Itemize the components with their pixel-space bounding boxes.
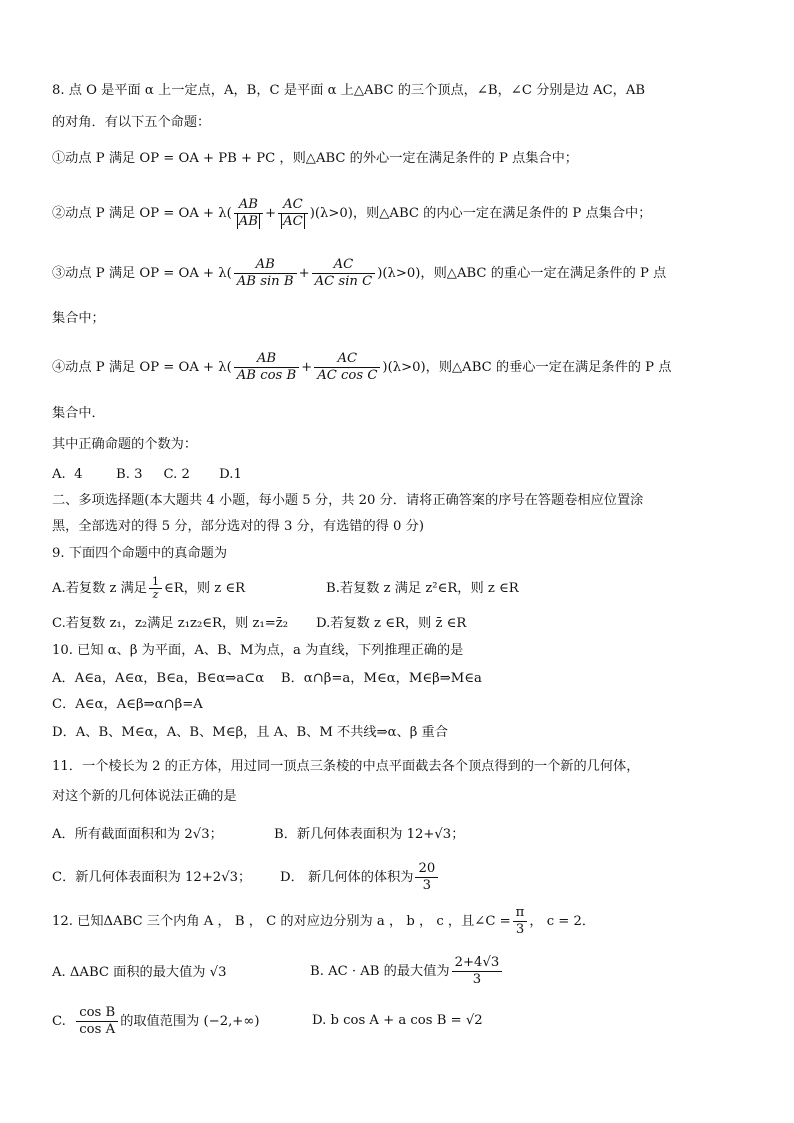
q9-a-prefix: A.若复数 z 满足 [52,581,147,596]
q8-s4-num-ab: AB [256,351,277,366]
q8-s4-prefix: ④动点 P 满足 OP = OA + λ( [52,360,232,375]
q8-statement-3-cont: 集合中； [52,311,105,326]
q9-option-c: C.若复数 z₁，z₂满足 z₁z₂∈R，则 z₁=z̄₂ [52,616,289,631]
q12-b-fraction [452,955,503,988]
q10-option-c: C．A∈α，A∈β⇒α∩β=A [52,697,203,712]
q8-s3-den-ab: AB sin B [234,273,297,290]
q12-option-b [310,952,504,992]
section2-instructions-line1: 二、多项选择题(本大题共 4 小题，每小题 5 分，共 20 分．请将正确答案的序号在答题卷相应位置涂 [52,493,644,508]
q11-option-d [280,858,440,898]
q10-stem: 10. 已知 α、β 为平面，A、B、M为点，a 为直线，下列推理正确的是 [52,643,464,658]
q9-a-den: z [149,588,162,601]
q8-intro-line2: 的对角．有以下五个命题： [52,115,211,130]
q9-option-a [52,572,245,606]
q11-stem-line2: 对这个新的几何体说法正确的是 [52,789,237,804]
q12-stem-num: π [515,905,525,920]
q8-statement-3: ③动点 P 满足 OP = OA + λ( $\frac{AB}{\text{AB sin B}}$ + $\frac{AC}{\text{AC sin C}}$ )(λ>0)，则△ABC 的重心一定在满足条件的 P 点 [52,257,667,289]
q12-c-suffix: 的取值范围为 (−2,+∞) [120,1014,260,1029]
q8-s2-suffix: )(λ>0)，则△ABC 的内心一定在满足条件的 P 点集合中； [309,206,652,221]
q11-d-fraction [415,861,438,894]
q8-intro-line1: 8. 点 O 是平面 α 上一定点，A，B，C 是平面 α 上△ABC 的三个顶点，∠B，∠C 分别是边 AC，AB [52,83,646,98]
q8-s4-num-ac: AC [337,351,358,366]
q9-a-num: 1 [151,575,159,588]
q10-option-d: D．A、B、M∈α，A、B、M∈β，且 A、B、M 不共线⇒α、β 重合 [52,725,448,740]
q12-c-fraction [76,1005,118,1038]
q8-s2-den-ab: AB [238,214,258,229]
q12-c-den: cos A [76,1021,118,1038]
q11-option-a: A．所有截面面积和为 2√3； [52,827,223,842]
q8-s4-fraction-ac [314,351,380,384]
q8-s3-num-ac: AC [333,257,354,272]
q8-s3-fraction-ac [312,257,376,290]
q8-statement-1: ①动点 P 满足 OP = OA + PB + PC ，则△ABC 的外心一定在满足条件的 P 点集合中； [52,151,578,166]
q8-s2-num-ab: AB [238,197,258,212]
q8-s4-den-ac: AC cos C [314,367,380,384]
q8-s2-fraction-ac [278,197,308,230]
q12-b-prefix: B. AC · AB 的最大值为 [310,964,450,979]
q11-option-b: B．新几何体表面积为 12+√3； [274,827,465,842]
q12-option-d: D. b cos A + a cos B = √2 [312,1013,483,1028]
q11-stem-line1: 11．一个棱长为 2 的正方体，用过同一顶点三条棱的中点平面截去各个顶点得到的一个新的几何体， [52,759,640,774]
q8-options: A. 4 B. 3 C. 2 D.1 [52,467,242,482]
q12-option-c [52,1002,259,1042]
q8-s2-fraction-ab [234,197,263,230]
q12-stem-suffix: ， c = 2． [529,914,596,929]
q9-a-suffix: ∈R，则 z ∈R [163,581,246,596]
q8-question: 其中正确命题的个数为： [52,437,198,452]
q8-s3-prefix: ③动点 P 满足 OP = OA + λ( [52,266,232,281]
q11-d-den: 3 [415,877,438,894]
q8-s4-fraction-ab [234,351,299,384]
q12-stem-den: 3 [513,921,528,938]
q8-s2-prefix: ②动点 P 满足 OP = OA + λ( [52,206,232,221]
q8-s3-fraction-ab [234,257,297,290]
q8-statement-4: ④动点 P 满足 OP = OA + λ( $\frac{AB}{\text{AB cos B}}$ + $\frac{AC}{\text{AC cos C}}$ )(λ>0)，则△ABC 的垂心一定在满足条件的 P 点 [52,351,672,383]
q12-stem-fraction [513,905,528,938]
q9-option-b: B.若复数 z 满足 z²∈R，则 z ∈R [326,581,519,596]
q12-c-label: C. [52,1014,66,1029]
q8-statement-2: ②动点 P 满足 OP = OA + λ( $\frac{AB}{AB}$ + $\frac{AC}{AC}$ )(λ>0)，则△ABC 的内心一定在满足条件的 P 点集合中； [52,197,652,229]
q12-option-a: A. ΔABC 面积的最大值为 √3 [52,965,227,980]
q12-c-num: cos B [79,1005,116,1020]
q8-s4-den-ab: AB cos B [234,367,299,384]
q9-stem: 9. 下面四个命题中的真命题为 [52,546,228,561]
q11-d-num: 20 [418,861,436,876]
q12-b-num: 2+4√3 [454,955,500,970]
q8-s3-den-ac: AC sin C [312,273,376,290]
q12-b-den: 3 [452,971,503,988]
q8-s4-suffix: )(λ>0)，则△ABC 的垂心一定在满足条件的 P 点 [382,360,672,375]
q10-options-ab: A．A∈a，A∈α，B∈a，B∈α⇒a⊂α B．α∩β=a，M∈α，M∈β⇒M∈a [52,671,482,686]
section2-instructions-line2: 黑，全部选对的得 5 分，部分选对的得 3 分，有选错的得 0 分) [52,519,424,534]
q8-s2-num-ac: AC [283,197,303,212]
q8-s2-den-ac: AC [283,214,303,229]
q8-s3-suffix: )(λ>0)，则△ABC 的重心一定在满足条件的 P 点 [377,266,667,281]
q12-stem-prefix: 12. 已知ΔABC 三个内角 A ， B ， C 的对应边分别为 a ， b ， c ，且∠C = [52,914,511,929]
q11-d-prefix: D． 新几何体的体积为 [280,870,414,885]
q8-statement-4-cont: 集合中． [52,406,105,421]
q12-stem [52,902,595,942]
q8-s3-num-ab: AB [255,257,275,272]
q9-option-d: D.若复数 z ∈R，则 z̄ ∈R [316,616,467,631]
q9-a-fraction [149,576,162,601]
q11-option-c: C．新几何体表面积为 12+2√3； [52,870,252,885]
